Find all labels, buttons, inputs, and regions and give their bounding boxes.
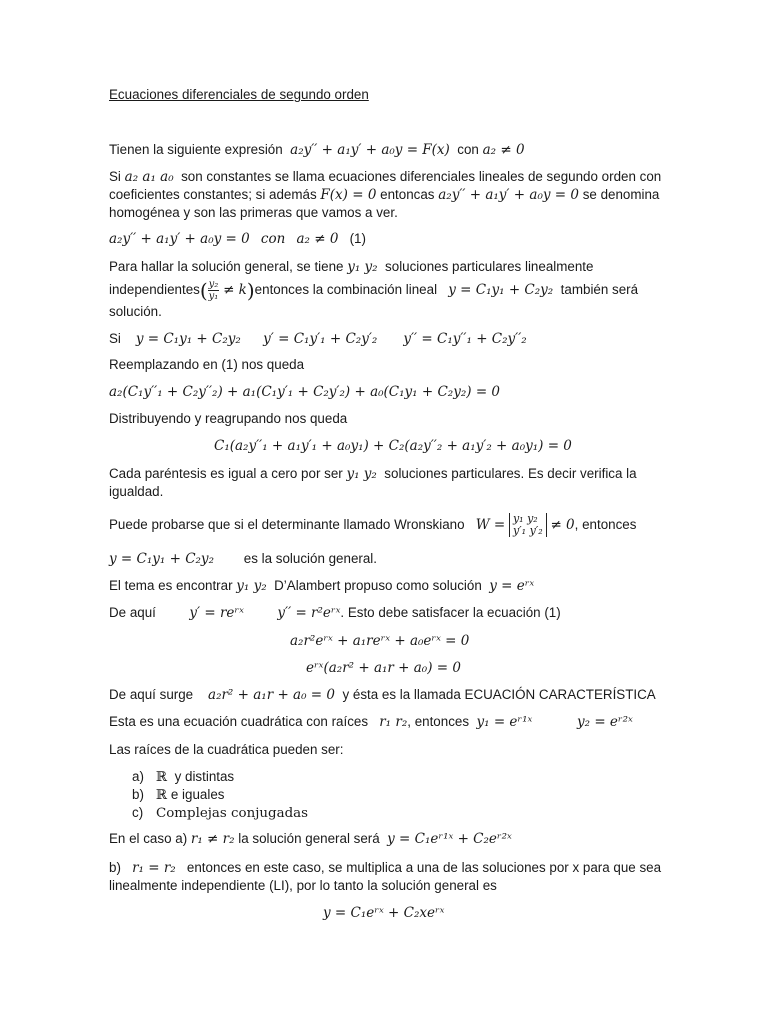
text: se denomina bbox=[582, 187, 660, 202]
case-b-line2: linealmente independiente (LI), por lo tanto la solución general es bbox=[109, 878, 497, 893]
equation: r₁ ≠ r₂ bbox=[190, 831, 235, 847]
equation: r₁ = r₂ bbox=[132, 860, 176, 876]
equation: y = C₁y₁ + C₂y₂ bbox=[109, 551, 214, 567]
equation: F(x) = 0 bbox=[320, 187, 377, 203]
derivatives-exp-line bbox=[109, 604, 561, 622]
text: soluciones particulares. Es decir verifica la bbox=[384, 466, 637, 481]
equation: y₁ = eʳ¹ˣ bbox=[476, 714, 533, 730]
list-item bbox=[132, 804, 308, 823]
text: De aquí surge bbox=[109, 687, 194, 702]
paragraph-zero-line1 bbox=[109, 465, 637, 483]
real-numbers-symbol: ℝ bbox=[156, 770, 168, 785]
fraction-denominator: y₁ bbox=[208, 290, 219, 302]
case-a-line bbox=[109, 830, 512, 848]
text: con bbox=[457, 142, 479, 157]
equation: a₂y′′ + a₁y′ + a₀y = 0 bbox=[438, 187, 579, 203]
quadratic-line bbox=[109, 713, 633, 731]
factored-equation: eʳˣ(a₂r² + a₁r + a₀) = 0 bbox=[306, 660, 461, 676]
text: Tienen la siguiente expresión bbox=[109, 142, 283, 157]
text: Puede probarse que si el determinante llamado Wronskiano bbox=[109, 517, 465, 532]
characteristic-line bbox=[109, 686, 656, 704]
equation: y′ = reʳˣ bbox=[189, 605, 244, 621]
list-item-text: Complejas conjugadas bbox=[156, 806, 308, 821]
list-item bbox=[132, 786, 224, 805]
text: entonces la combinación lineal bbox=[254, 282, 438, 297]
dalambert-line bbox=[109, 577, 534, 595]
text: también será bbox=[560, 282, 639, 297]
paragraph-general-line1 bbox=[109, 258, 593, 276]
equation: a₂y′′ + a₁y′ + a₀y = 0 bbox=[109, 231, 250, 247]
equation: ≠ k bbox=[223, 282, 247, 298]
replacing-text: Reemplazando en (1) nos queda bbox=[109, 357, 305, 372]
equation: a₂r² + a₁r + a₀ = 0 bbox=[208, 687, 335, 703]
paragraph-definition-line1 bbox=[109, 168, 661, 186]
distributing-text: Distribuyendo y reagrupando nos queda bbox=[109, 411, 348, 426]
list-item bbox=[132, 768, 234, 787]
equation: a₂ a₁ a₀ bbox=[124, 169, 174, 185]
derivatives-line bbox=[109, 330, 527, 348]
fraction bbox=[208, 279, 220, 302]
roots-text: Las raíces de la cuadrática pueden ser: bbox=[109, 742, 344, 757]
equation: y = C₁eʳ¹ˣ + C₂eʳ²ˣ bbox=[387, 831, 512, 847]
text: independientes bbox=[109, 282, 200, 297]
case-b-equation: y = C₁eʳˣ + C₂xeʳˣ bbox=[323, 905, 445, 921]
list-marker: c) bbox=[132, 805, 144, 820]
page-title: Ecuaciones diferenciales de segundo orden bbox=[109, 87, 369, 102]
text: la solución general será bbox=[238, 831, 380, 846]
equation: y₂ = eʳ²ˣ bbox=[576, 714, 633, 730]
text: Si bbox=[109, 331, 121, 346]
text: coeficientes constantes; si además bbox=[109, 187, 317, 202]
real-numbers-symbol: ℝ bbox=[156, 788, 168, 803]
paragraph-general-line2: independientes( $\frac{\text{y₂}}{\text{y₁}}$ ≠ k)entonces la combinación lineal y = C₁y₁ + C₂y₂ también será bbox=[109, 278, 639, 303]
equation: y₁ y₂ bbox=[347, 259, 378, 275]
fraction-numerator: y₂ bbox=[208, 278, 219, 290]
text: y ésta es la llamada ECUACIÓN CARACTERÍSTICA bbox=[342, 687, 656, 702]
equation: y₁ y₂ bbox=[346, 466, 377, 482]
text: Si bbox=[109, 169, 121, 184]
equation: y₁ y₂ bbox=[236, 578, 267, 594]
text: . Esto debe satisfacer la ecuación (1) bbox=[340, 605, 561, 620]
equation: a₂ ≠ 0 bbox=[482, 142, 525, 158]
equation: y′ = C₁y′₁ + C₂y′₂ bbox=[263, 331, 378, 347]
paragraph-definition-line3: homogénea y son las primeras que vamos a ver. bbox=[109, 205, 398, 220]
wronskian-determinant bbox=[509, 513, 547, 537]
equation-1 bbox=[109, 230, 366, 248]
equation: y = C₁y₁ + C₂y₂ bbox=[448, 282, 554, 298]
paragraph-expression bbox=[109, 141, 525, 159]
text: , entonces bbox=[407, 714, 470, 729]
list-item-text: y distintas bbox=[174, 769, 235, 784]
paragraph-definition-line2 bbox=[109, 186, 659, 204]
text: El tema es encontrar bbox=[109, 578, 233, 593]
paragraph-zero-line2: igualdad. bbox=[109, 484, 164, 499]
equation: a₂y′′ + a₁y′ + a₀y = F(x) bbox=[290, 142, 450, 158]
text: Esta es una ecuación cuadrática con raíces bbox=[109, 714, 369, 729]
distributing-equation: C₁(a₂y′′₁ + a₁y′₁ + a₀y₁) + C₂(a₂y′′₂ + a₁y′₂ + a₀y₁) = 0 bbox=[214, 438, 572, 454]
equation: y′′ = C₁y′′₁ + C₂y′′₂ bbox=[403, 331, 527, 347]
wronskian-line bbox=[109, 510, 636, 540]
text: b) bbox=[109, 860, 121, 875]
equation: y = C₁y₁ + C₂y₂ bbox=[135, 331, 241, 347]
list-item-text: e iguales bbox=[170, 787, 225, 802]
text: De aquí bbox=[109, 605, 156, 620]
list-marker: b) bbox=[132, 787, 144, 802]
equation: r₁ r₂ bbox=[379, 714, 408, 730]
equation: con bbox=[260, 231, 286, 247]
list-marker: a) bbox=[132, 769, 144, 784]
text: entoncas bbox=[380, 187, 435, 202]
determinant-row: y₁ y₂ bbox=[512, 512, 538, 526]
equation: y = eʳˣ bbox=[489, 578, 535, 594]
determinant-row: y′₁ y′₂ bbox=[512, 524, 543, 538]
equation: ≠ 0 bbox=[550, 517, 575, 533]
general-solution-line bbox=[109, 550, 377, 568]
text: Cada paréntesis es igual a cero por ser bbox=[109, 466, 343, 481]
text: , entonces bbox=[574, 517, 637, 532]
equation-number: (1) bbox=[349, 231, 366, 246]
text: Para hallar la solución general, se tiene bbox=[109, 259, 344, 274]
case-b-line1 bbox=[109, 859, 661, 877]
replacing-equation: a₂(C₁y′′₁ + C₂y′′₂) + a₁(C₁y′₁ + C₂y′₂) + a₀(C₁y₁ + C₂y₂) = 0 bbox=[109, 384, 501, 400]
text: es la solución general. bbox=[243, 551, 377, 566]
equation: a₂ ≠ 0 bbox=[296, 231, 339, 247]
equation: W = bbox=[475, 517, 506, 533]
substitution-equation: a₂r²eʳˣ + a₁reʳˣ + a₀eʳˣ = 0 bbox=[290, 633, 470, 649]
text: D’Alambert propuso como solución bbox=[274, 578, 482, 593]
text: En el caso a) bbox=[109, 831, 188, 846]
paragraph-general-line3: solución. bbox=[109, 304, 162, 319]
text: son constantes se llama ecuaciones diferenciales lineales de segundo orden con bbox=[181, 169, 662, 184]
equation: y′′ = r²eʳˣ bbox=[277, 605, 341, 621]
text: entonces en este caso, se multiplica a una de las soluciones por x para que sea bbox=[186, 860, 662, 875]
text: soluciones particulares linealmente bbox=[385, 259, 594, 274]
